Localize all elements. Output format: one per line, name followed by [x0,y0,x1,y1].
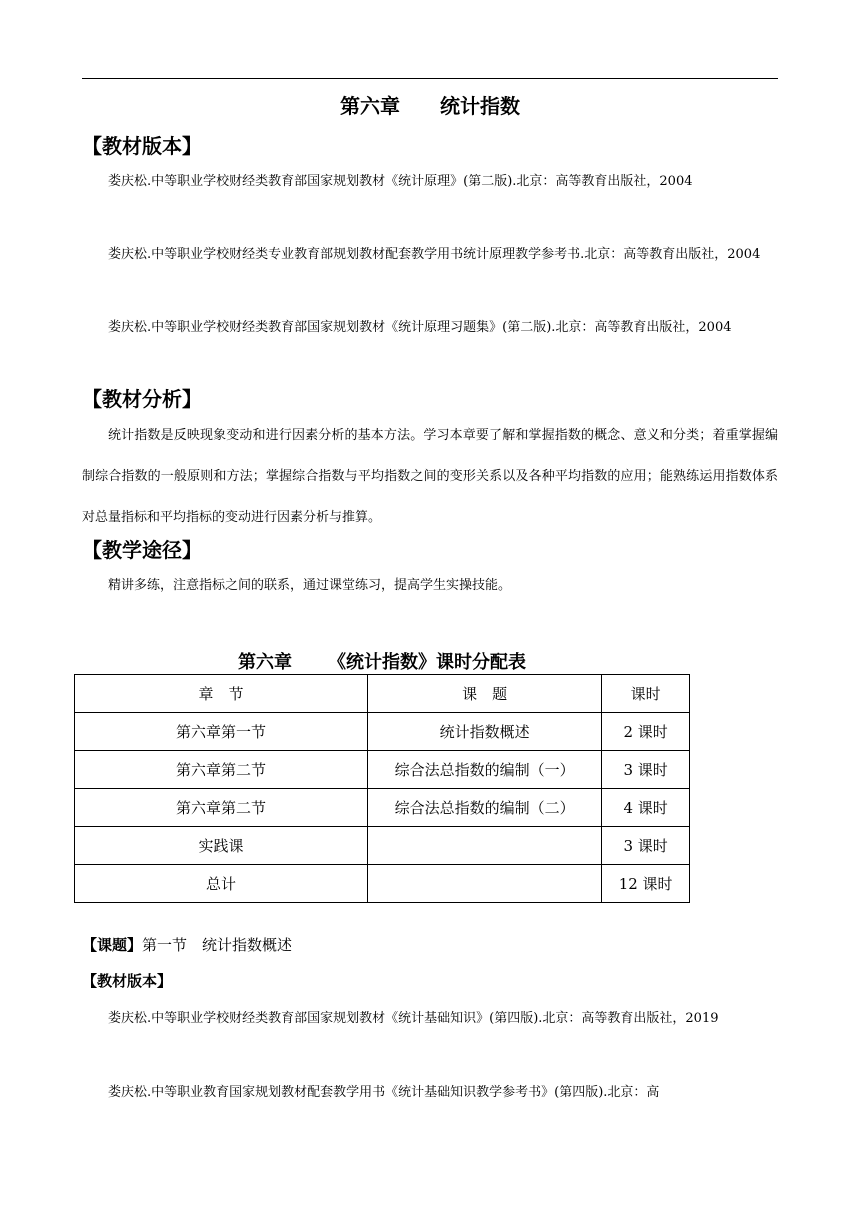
table-cell: 第六章第二节 [75,789,368,827]
table-row [75,751,690,789]
table-row [75,713,690,751]
table-cell: 总计 [75,865,368,903]
textbook-reference: 娄庆松.中等职业学校财经类教育部国家规划教材《统计原理》(第二版).北京：高等教育出版社，2004 [108,174,693,189]
textbook-reference: 娄庆松.中等职业学校财经类专业教育部规划教材配套教学用书统计原理教学参考书.北京：高等教育出版社，2004 [108,247,761,262]
textbook-reference: 娄庆松.中等职业学校财经类教育部国家规划教材《统计原理习题集》(第二版).北京：高等教育出版社，2004 [108,320,732,335]
table-cell: 12 课时 [602,865,690,903]
header-rule [82,78,778,79]
schedule-table [74,674,690,903]
table-cell [367,827,601,865]
lesson-version-heading: 【教材版本】 [82,972,173,990]
table-cell: 综合法总指数的编制（二） [367,789,601,827]
table-cell: 4 课时 [602,789,690,827]
textbook-analysis-paragraph: 统计指数是反映现象变动和进行因素分析的基本方法。学习本章要了解和掌握指数的概念、意义和分类；着重掌握编制综合指数的一般原则和方法；掌握综合指数与平均指数之间的变形关系以及各种平均指数的应用；能熟练运用指数体系对总量指标和平均指标的变动进行因素分析与推算。 [82,428,778,525]
lesson-topic-value: 第一节 统计指数概述 [142,936,293,954]
table-title [74,648,690,674]
teaching-approach-paragraph: 精讲多练，注意指标之间的联系，通过课堂练习，提高学生实操技能。 [108,578,512,593]
lesson-reference: 娄庆松.中等职业教育国家规划教材配套教学用书《统计基础知识教学参考书》(第四版).北京：高 [108,1085,660,1100]
table-cell [367,865,601,903]
header-cell-section: 章 节 [75,675,368,713]
table-row [75,827,690,865]
chapter-title [0,90,860,119]
header-cell-topic: 课 题 [367,675,601,713]
table-title-chapter: 第六章 [238,652,292,673]
section-heading-teaching-approach: 【教学途径】 [82,538,202,562]
table-cell: 2 课时 [602,713,690,751]
chapter-number: 第六章 [340,94,400,118]
lesson-topic-label: 【课题】 [82,936,143,954]
table-cell: 综合法总指数的编制（一） [367,751,601,789]
chapter-name: 统计指数 [440,94,520,118]
table-cell: 3 课时 [602,751,690,789]
lesson-topic [82,934,292,955]
table-cell: 第六章第一节 [75,713,368,751]
table-cell: 3 课时 [602,827,690,865]
table-cell: 统计指数概述 [367,713,601,751]
table-cell: 实践课 [75,827,368,865]
table-row [75,865,690,903]
table-header-row [75,675,690,713]
lesson-reference: 娄庆松.中等职业学校财经类教育部国家规划教材《统计基础知识》(第四版).北京：高等教育出版社，2019 [108,1011,719,1026]
section-heading-textbook-analysis: 【教材分析】 [82,387,202,411]
header-cell-hours: 课时 [602,675,690,713]
section-heading-textbook-version: 【教材版本】 [82,134,202,158]
table-row [75,789,690,827]
table-title-name: 《统计指数》课时分配表 [328,652,526,673]
table-cell: 第六章第二节 [75,751,368,789]
